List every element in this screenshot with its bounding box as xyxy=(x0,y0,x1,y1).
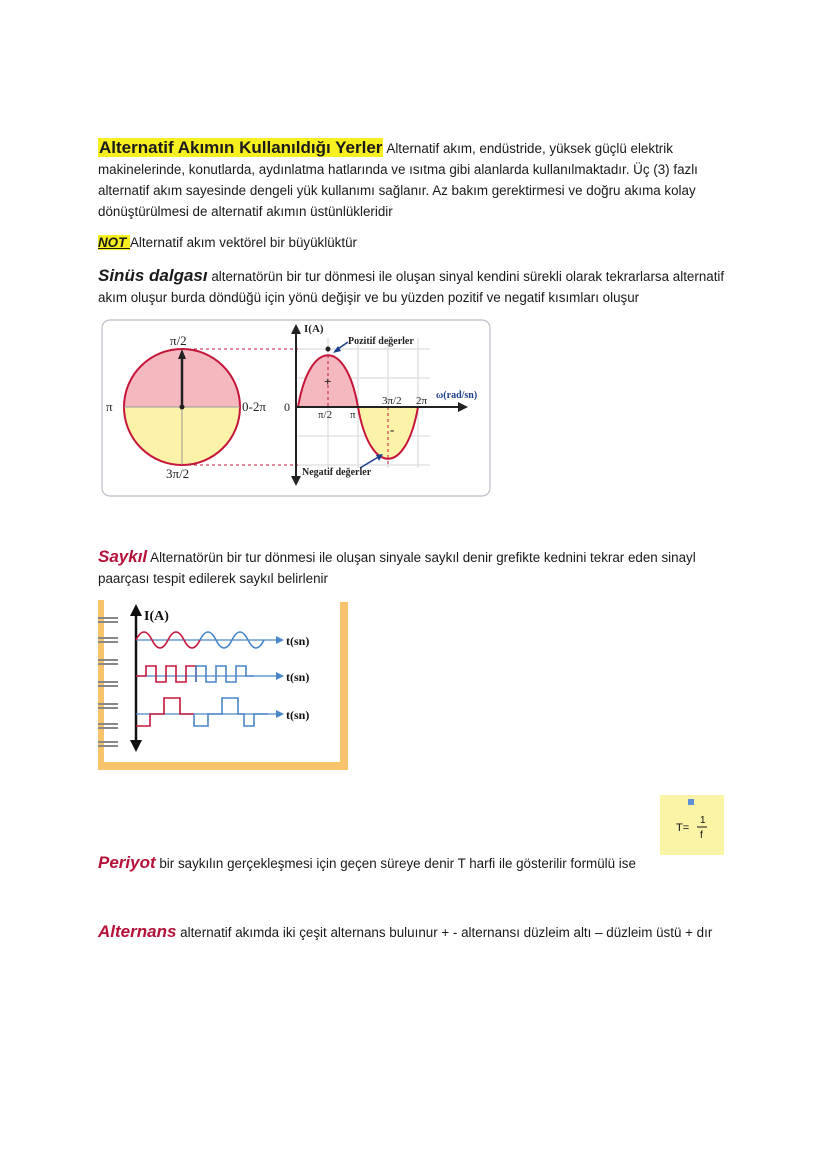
plus-sign: + xyxy=(324,374,332,389)
note-paragraph xyxy=(98,232,738,253)
usage-body: Alternatif akım, endüstride, yüksek güçlü elektrik makinelerinde, konutlarda, aydınlatma hatlarında ve ısıtma gibi alanlarda kullanılmaktadır. Üç (3) fazlı alternatif akım sayesinde dengeli yük kullanımı sağlanır. Az bakım gerektirmesi ve doğru akıma kolay dönüştürülmesi de alternatif akımın üstünlükleridir xyxy=(98,141,698,219)
circle-label-zero-two-pi: 0-2π xyxy=(242,399,266,414)
tick-three-pi-half: 3π/2 xyxy=(382,395,402,407)
cycle-title: Saykıl xyxy=(98,547,148,566)
cycle-x-label-2: t(sn) xyxy=(286,670,310,684)
sine-y-axis-label: I(A) xyxy=(304,323,324,335)
tick-pi-half: π/2 xyxy=(318,409,333,421)
cycle-y-axis-label: I(A) xyxy=(144,609,169,624)
circle-label-pi: π xyxy=(106,399,113,414)
usage-title: Alternatif Akımın Kullanıldığı Yerler xyxy=(99,138,383,157)
sine-wave-figure xyxy=(98,318,494,500)
period-body: bir saykılın gerçekleşmesi için geçen süreye denir T harfi ile gösterilir formülü ise xyxy=(155,856,636,871)
positive-label: Pozitif değerler xyxy=(348,336,414,347)
negative-label: Negatif değerler xyxy=(302,467,372,478)
sine-title: Sinüs dalgası xyxy=(98,266,208,285)
circle-label-three-pi-half: 3π/2 xyxy=(166,466,190,481)
alternans-paragraph xyxy=(98,921,738,943)
cycle-paragraph xyxy=(98,546,738,589)
usage-paragraph xyxy=(98,137,738,222)
alternans-body: alternatif akımda iki çeşit alternans buluınur + - alternansı düzleim altı – düzleim üstü + dır xyxy=(176,925,713,940)
cycle-x-label-1: t(sn) xyxy=(286,634,310,648)
formula-denominator: f xyxy=(700,830,703,841)
alternans-title: Alternans xyxy=(98,922,177,941)
period-formula-box xyxy=(660,795,724,855)
period-title: Periyot xyxy=(98,853,156,872)
circle-label-pi-half: π/2 xyxy=(170,333,187,348)
circle-center-dot xyxy=(180,405,185,410)
cycle-body: Alternatörün bir tur dönmesi ile oluşan sinyale saykıl denir grefikte kednini tekrar eden sinayl paarçası tespit edilerek saykıl belirlenir xyxy=(98,550,696,586)
cycle-figure xyxy=(98,598,350,772)
period-paragraph xyxy=(98,852,738,874)
tick-two-pi: 2π xyxy=(416,395,428,407)
sine-origin-label: 0 xyxy=(284,400,290,414)
cycle-x-label-3: t(sn) xyxy=(286,708,310,722)
note-tag: NOT xyxy=(98,235,130,250)
sine-x-axis-label: ω(rad/sn) xyxy=(436,390,478,401)
note-text: Alternatif akım vektörel bir büyüklüktür xyxy=(130,235,357,250)
sine-paragraph xyxy=(98,265,738,308)
formula-numerator: 1 xyxy=(700,815,706,826)
sine-peak-dot xyxy=(326,347,331,352)
minus-sign: - xyxy=(390,422,395,437)
tick-pi: π xyxy=(350,409,356,421)
formula-lhs: T= xyxy=(676,822,690,834)
formula-pin-icon xyxy=(688,799,694,805)
sine-body: alternatörün bir tur dönmesi ile oluşan sinyal kendini sürekli olarak tekrarlarsa alternatif akım oluşur burda döndüğü için yönü değişir ve bu yüzden pozitif ve negatif kısımları oluşur xyxy=(98,269,725,305)
formula-graphic xyxy=(660,795,724,855)
